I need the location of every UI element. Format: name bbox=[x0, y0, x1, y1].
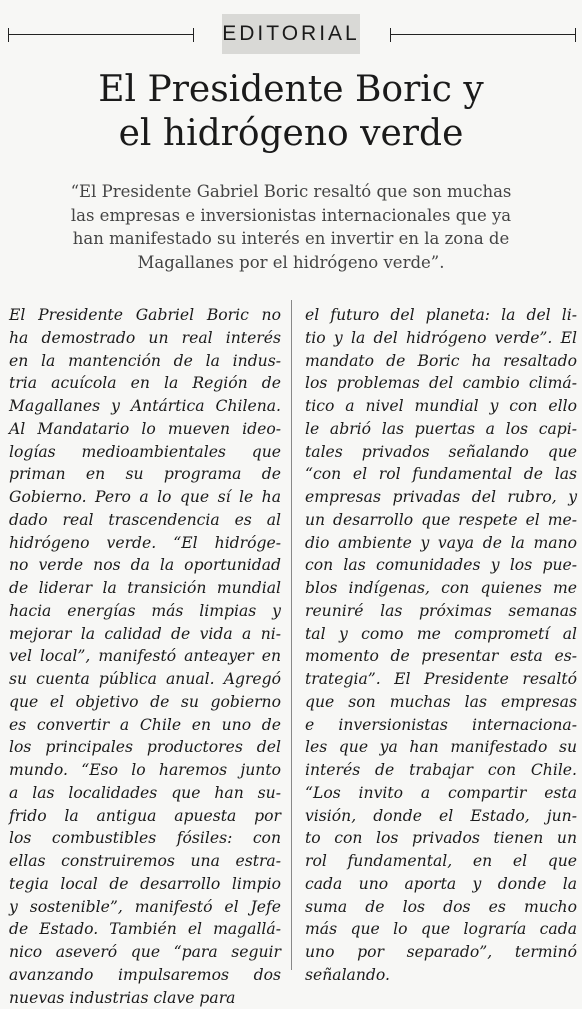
body-text-line: tales privados señalando que bbox=[305, 441, 577, 464]
body-text-line: tico a nivel mundial y con ello bbox=[305, 395, 577, 418]
header-rule-left-tick-start bbox=[8, 28, 9, 42]
body-text-line: Gobierno. Pero a lo que sí le ha bbox=[9, 486, 281, 509]
body-text-line: les que ya han manifestado su bbox=[305, 736, 577, 759]
body-text-line: tria acuícola en la Región de bbox=[9, 372, 281, 395]
body-text-line: rol fundamental, en el que bbox=[305, 850, 577, 873]
body-text-line: mandato de Boric ha resaltado bbox=[305, 350, 577, 373]
body-text-line: en la mantención de la indus- bbox=[9, 350, 281, 373]
body-text-line: blos indígenas, con quienes me bbox=[305, 577, 577, 600]
body-text-line: dio ambiente y vaya de la mano bbox=[305, 532, 577, 555]
body-text-line: señalando. bbox=[305, 964, 577, 987]
body-text-line: avanzando impulsaremos dos bbox=[9, 964, 281, 987]
header-rule-right-tick-start bbox=[390, 28, 391, 42]
body-text-line: dado real trascendencia es al bbox=[9, 509, 281, 532]
pull-quote bbox=[20, 180, 562, 274]
pull-quote-line: “El Presidente Gabriel Boric resaltó que son muchas bbox=[20, 180, 562, 204]
body-text-line: los principales productores del bbox=[9, 736, 281, 759]
body-text-line: que son muchas las empresas bbox=[305, 691, 577, 714]
body-text-line: los problemas del cambio climá- bbox=[305, 372, 577, 395]
body-text-line: ellas construiremos una estra- bbox=[9, 850, 281, 873]
body-text-line: trategia”. El Presidente resaltó bbox=[305, 668, 577, 691]
header-rule-right-tick-end bbox=[575, 28, 576, 42]
body-text-line: momento de presentar esta es- bbox=[305, 645, 577, 668]
body-column-left bbox=[9, 304, 281, 1009]
pull-quote-line: las empresas e inversionistas internacionales que ya bbox=[20, 204, 562, 228]
body-text-line: tal y como me comprometí al bbox=[305, 623, 577, 646]
body-text-line: interés de trabajar con Chile. bbox=[305, 759, 577, 782]
body-text-line: nuevas industrias clave para bbox=[9, 987, 281, 1009]
body-text-line: de liderar la transición mundial bbox=[9, 577, 281, 600]
body-text-line: “Los invito a compartir esta bbox=[305, 782, 577, 805]
body-text-line: hacia energías más limpias y bbox=[9, 600, 281, 623]
body-text-line: ha demostrado un real interés bbox=[9, 327, 281, 350]
body-text-line: El Presidente Gabriel Boric no bbox=[9, 304, 281, 327]
headline-line: El Presidente Boric y bbox=[0, 68, 582, 112]
pull-quote-line: han manifestado su interés en invertir en la zona de bbox=[20, 227, 562, 251]
headline bbox=[0, 68, 582, 156]
body-text-line: logías medioambientales que bbox=[9, 441, 281, 464]
column-divider bbox=[291, 300, 292, 970]
body-text-line: a las localidades que han su- bbox=[9, 782, 281, 805]
body-text-line: es convertir a Chile en uno de bbox=[9, 714, 281, 737]
body-text-line: hidrógeno verde. “El hidróge- bbox=[9, 532, 281, 555]
body-text-line: Al Mandatario lo mueven ideo- bbox=[9, 418, 281, 441]
body-text-line: cada uno aporta y donde la bbox=[305, 873, 577, 896]
body-text-line: priman en su programa de bbox=[9, 463, 281, 486]
section-label: EDITORIAL bbox=[222, 14, 360, 54]
pull-quote-line: Magallanes por el hidrógeno verde”. bbox=[20, 251, 562, 275]
body-text-line: Magallanes y Antártica Chilena. bbox=[9, 395, 281, 418]
body-text-line: empresas privadas del rubro, y bbox=[305, 486, 577, 509]
body-text-line: mejorar la calidad de vida a ni- bbox=[9, 623, 281, 646]
body-text-line: un desarrollo que respete el me- bbox=[305, 509, 577, 532]
body-text-line: y sostenible”, manifestó el Jefe bbox=[9, 896, 281, 919]
body-text-line: to con los privados tienen un bbox=[305, 827, 577, 850]
body-text-line: e inversionistas internaciona- bbox=[305, 714, 577, 737]
body-text-line: de Estado. También el magallá- bbox=[9, 918, 281, 941]
body-text-line: que el objetivo de su gobierno bbox=[9, 691, 281, 714]
body-text-line: más que lo que lograría cada bbox=[305, 918, 577, 941]
body-text-line: “con el rol fundamental de las bbox=[305, 463, 577, 486]
body-text-line: frido la antigua apuesta por bbox=[9, 805, 281, 828]
header-rule-right bbox=[390, 34, 576, 35]
body-text-line: no verde nos da la oportunidad bbox=[9, 554, 281, 577]
body-text-line: reuniré las próximas semanas bbox=[305, 600, 577, 623]
header-rule-left-tick-end bbox=[193, 28, 194, 42]
body-text-line: su cuenta pública anual. Agregó bbox=[9, 668, 281, 691]
header-rule-left bbox=[8, 34, 194, 35]
body-text-line: el futuro del planeta: la del li- bbox=[305, 304, 577, 327]
body-text-line: suma de los dos es mucho bbox=[305, 896, 577, 919]
body-text-line: con las comunidades y los pue- bbox=[305, 554, 577, 577]
headline-line: el hidrógeno verde bbox=[0, 112, 582, 156]
body-text-line: nico aseveró que “para seguir bbox=[9, 941, 281, 964]
body-text-line: uno por separado”, terminó bbox=[305, 941, 577, 964]
body-text-line: tio y la del hidrógeno verde”. El bbox=[305, 327, 577, 350]
body-text-line: visión, donde el Estado, jun- bbox=[305, 805, 577, 828]
body-text-line: los combustibles fósiles: con bbox=[9, 827, 281, 850]
body-column-right bbox=[305, 304, 577, 987]
body-text-line: le abrió las puertas a los capi- bbox=[305, 418, 577, 441]
body-text-line: vel local”, manifestó anteayer en bbox=[9, 645, 281, 668]
body-text-line: tegia local de desarrollo limpio bbox=[9, 873, 281, 896]
body-text-line: mundo. “Eso lo haremos junto bbox=[9, 759, 281, 782]
